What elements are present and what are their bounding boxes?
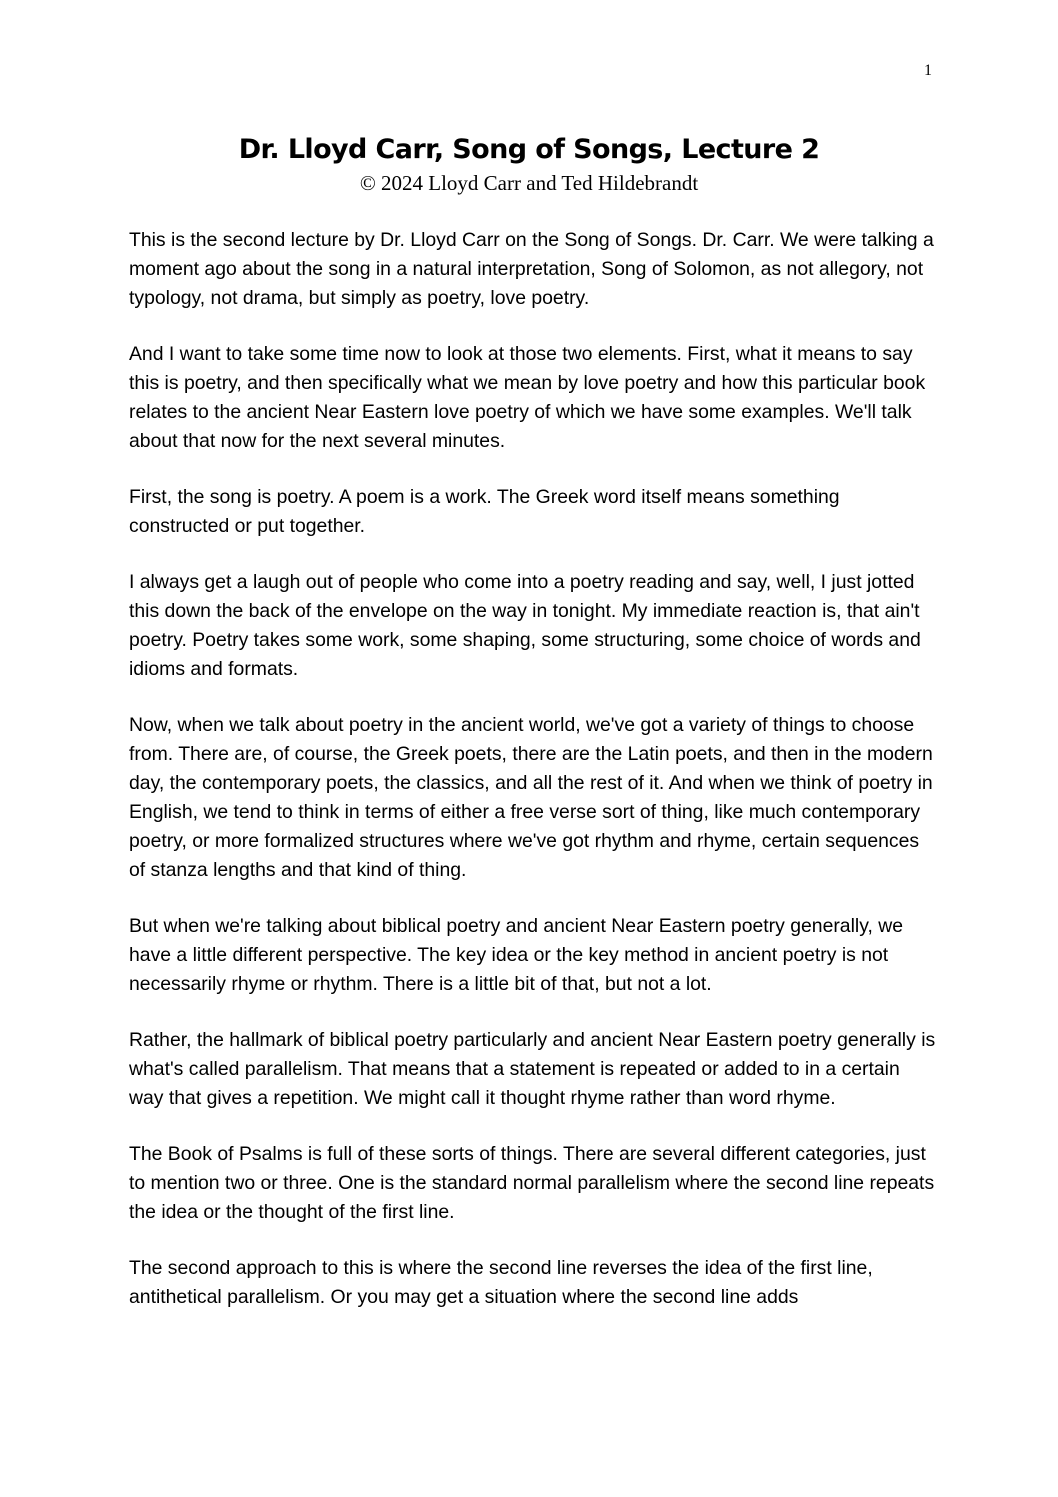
paragraph: And I want to take some time now to look at those two elements. First, what it means to say this is poetry, and then specifically what we mean by love poetry and how this particular book relates to the ancient Near Eastern love poetry of which we have some examples. We'll talk about that now for the next several minutes. — [129, 343, 926, 452]
paragraph: I always get a laugh out of people who come into a poetry reading and say, well, I just jotted this down the back of the envelope on the way in tonight. My immediate reaction is, that ain't poetry. Poetry takes some work, some shaping, some structuring, some choice of words and idioms and formats. — [129, 571, 921, 680]
paragraph: Now, when we talk about poetry in the ancient world, we've got a variety of things to choose from. There are, of course, the Greek poets, there are the Latin poets, and then in the modern day, the contemporary poets, the classics, and all the rest of it. And when we think of poetry in English, we tend to think in terms of either a free verse sort of thing, like much contemporary poetry, or more formalized structures where we've got rhythm and rhyme, certain sequences of stanza lengths and that kind of thing. — [129, 714, 933, 881]
paragraph: The Book of Psalms is full of these sorts of things. There are several different categories, just to mention two or three. One is the standard normal parallelism where the second line repeats the idea or the thought of the first line. — [129, 1143, 935, 1223]
lecture-body — [129, 226, 939, 1339]
paragraph: This is the second lecture by Dr. Lloyd Carr on the Song of Songs. Dr. Carr. We were talking a moment ago about the song in a natural interpretation, Song of Solomon, as not allegory, not typology, not drama, but simply as poetry, love poetry. — [129, 229, 934, 309]
paragraph: But when we're talking about biblical poetry and ancient Near Eastern poetry generally, we have a little different perspective. The key idea or the key method in ancient poetry is not necessarily rhyme or rhythm. There is a little bit of that, but not a lot. — [129, 915, 904, 995]
page-number: 1 — [924, 62, 932, 79]
paragraph: First, the song is poetry. A poem is a work. The Greek word itself means something constructed or put together. — [129, 486, 840, 537]
paragraph: Rather, the hallmark of biblical poetry particularly and ancient Near Eastern poetry generally is what's called parallelism. That means that a statement is repeated or added to in a certain way that gives a repetition. We might call it thought rhyme rather than word rhyme. — [129, 1029, 936, 1109]
page-title: Dr. Lloyd Carr, Song of Songs, Lecture 2 — [238, 134, 820, 165]
paragraph: The second approach to this is where the second line reverses the idea of the first line, antithetical parallelism. Or you may get a situation where the second line adds — [129, 1257, 873, 1308]
copyright-line: © 2024 Lloyd Carr and Ted Hildebrandt — [359, 171, 699, 195]
